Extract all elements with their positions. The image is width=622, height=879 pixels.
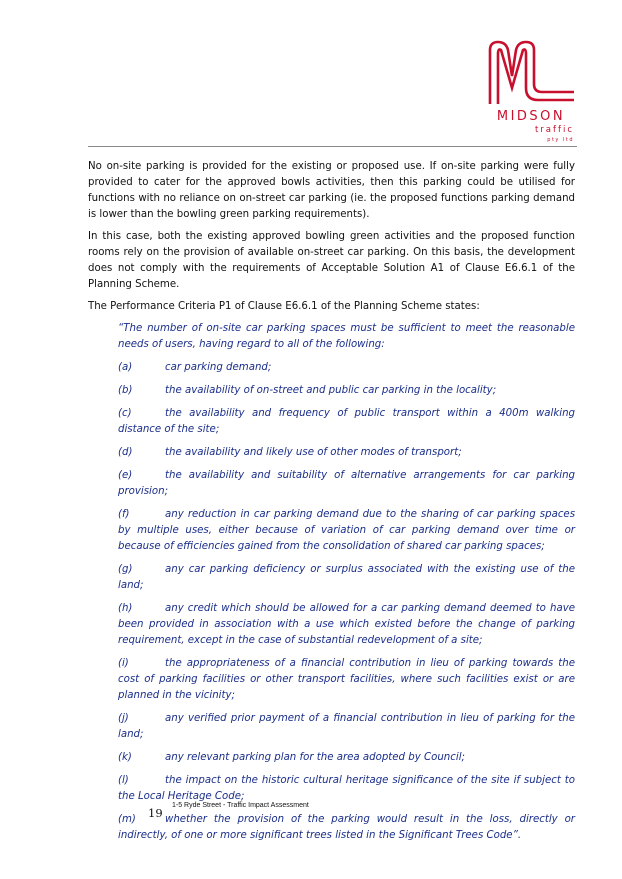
- criteria-label: (g): [118, 564, 133, 575]
- criteria-text: any relevant parking plan for the area adopted by Council;: [165, 752, 465, 763]
- paragraph: No on-site parking is provided for the existing or proposed use. If on-site parking were fully provided to cater for the approved bowls activities, then this parking could be utilised for functions with no reliance on on-street car parking (ie. the proposed functions parking demand is lower than the bowling green parking requirements).: [88, 161, 575, 220]
- criteria-item: [118, 773, 575, 805]
- footer-title: 1-5 Ryde Street - Traffic Impact Assessment: [172, 802, 309, 809]
- page-number: 19: [148, 806, 163, 820]
- logo-subtitle: traffic: [534, 125, 574, 135]
- criteria-text: whether the provision of the parking would result in the loss, directly or indirectly, of one or more significant trees listed in the Significant Trees Code”.: [118, 814, 575, 841]
- criteria-text: the impact on the historic cultural heritage significance of the site if subject to the Local Heritage Code;: [118, 775, 575, 802]
- criteria-text: any car parking deficiency or surplus associated with the existing use of the land;: [118, 564, 575, 591]
- criteria-item: [118, 656, 575, 704]
- criteria-item: [118, 468, 575, 500]
- criteria-label: (e): [118, 470, 133, 481]
- criteria-text: the appropriateness of a financial contribution in lieu of parking towards the cost of parking facilities or other transport facilities, where such facilities exist or are planned in the vicinity;: [118, 658, 575, 701]
- criteria-item: [118, 562, 575, 594]
- criteria-item: [118, 507, 575, 555]
- criteria-text: any credit which should be allowed for a car parking demand deemed to have been provided in association with a use which existed before the change of parking requirement, except in the case of substantial redevelopment of a site;: [118, 603, 575, 646]
- criteria-item: [118, 601, 575, 649]
- criteria-label: (i): [118, 658, 129, 669]
- criteria-text: the availability and suitability of alternative arrangements for car parking provision;: [118, 470, 575, 497]
- criteria-text: any verified prior payment of a financial contribution in lieu of parking for the land;: [118, 713, 575, 740]
- criteria-text: car parking demand;: [165, 362, 272, 373]
- criteria-item: [118, 383, 575, 399]
- criteria-label: (a): [118, 362, 133, 373]
- criteria-label: (j): [118, 713, 129, 724]
- criteria-label: (c): [118, 408, 132, 419]
- header-rule: [88, 146, 577, 147]
- logo-subtitle-small: pty ltd: [547, 137, 574, 143]
- criteria-item: [118, 445, 575, 461]
- criteria-text: the availability and likely use of other modes of transport;: [165, 447, 462, 458]
- criteria-text: the availability and frequency of public transport within a 400m walking distance of the site;: [118, 408, 575, 435]
- criteria-item: [118, 812, 575, 844]
- criteria-item: [118, 406, 575, 438]
- criteria-text: the availability of on-street and public car parking in the locality;: [165, 385, 497, 396]
- quoted-criteria: [118, 321, 575, 844]
- criteria-item: [118, 360, 575, 376]
- criteria-label: (d): [118, 447, 133, 458]
- criteria-label: (h): [118, 603, 133, 614]
- midson-logo-icon: [486, 40, 576, 106]
- quote-intro: “The number of on-site car parking spaces must be sufficient to meet the reasonable needs of users, having regard to all of the following:: [118, 323, 575, 350]
- criteria-label: (l): [118, 775, 129, 786]
- criteria-label: (k): [118, 752, 132, 763]
- criteria-item: [118, 750, 575, 766]
- document-body: [88, 159, 575, 851]
- criteria-label: (f): [118, 509, 130, 520]
- midson-logo: [486, 40, 576, 106]
- criteria-text: any reduction in car parking demand due to the sharing of car parking spaces by multiple uses, either because of variation of car parking demand over time or because of efficiencies gained from the consolidation of shared car parking spaces;: [118, 509, 575, 552]
- logo-name: MIDSON: [496, 109, 566, 124]
- criteria-label: (m): [118, 814, 136, 825]
- paragraph: In this case, both the existing approved bowling green activities and the proposed function rooms rely on the provision of available on-street car parking. On this basis, the development does not comply with the requirements of Acceptable Solution A1 of Clause E6.6.1 of the Planning Scheme.: [88, 231, 575, 290]
- criteria-label: (b): [118, 385, 133, 396]
- paragraph: The Performance Criteria P1 of Clause E6.6.1 of the Planning Scheme states:: [88, 301, 480, 312]
- criteria-item: [118, 711, 575, 743]
